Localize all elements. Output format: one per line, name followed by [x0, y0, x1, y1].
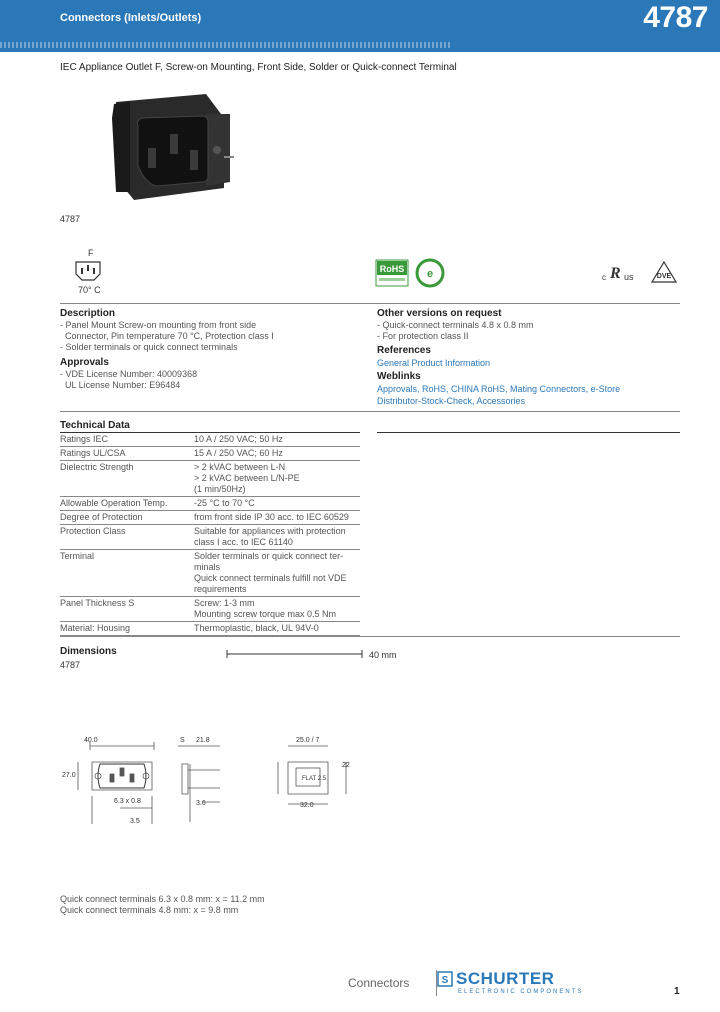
tech-label: Allowable Operation Temp. — [60, 497, 194, 511]
approvals-line-1: - VDE License Number: 40009368 — [60, 369, 198, 379]
tech-label: Terminal — [60, 550, 194, 597]
tech-label: Degree of Protection — [60, 511, 194, 525]
tech-value: Thermoplastic, black, UL 94V-0 — [194, 622, 360, 636]
svg-text:e: e — [426, 268, 434, 280]
tech-value: Suitable for appliances with protection class I acc. to IEC 61140 — [194, 525, 360, 550]
tech-right-rule — [377, 432, 680, 433]
dimensions-heading: Dimensions — [60, 646, 117, 657]
divider-top — [60, 303, 680, 304]
dim-h2: 22 — [342, 762, 350, 769]
divider-mid — [60, 411, 680, 412]
dim-pin: 6.3 x 0.8 — [114, 798, 141, 805]
weblinks-line-1[interactable]: Approvals, RoHS, CHINA RoHS, Mating Connectors, e-Store — [377, 384, 621, 394]
tech-label: Ratings IEC — [60, 433, 194, 447]
scale-label: 40 mm — [369, 650, 397, 660]
symbol-temp: 70° C — [78, 285, 101, 295]
dim-cut: FLAT 2.5 — [302, 776, 327, 782]
rohs-logo-icon — [375, 259, 409, 287]
table-row — [60, 597, 360, 622]
svg-text:R: R — [610, 265, 621, 282]
svg-text:us: us — [624, 272, 634, 282]
brand-subtitle: ELECTRONIC COMPONENTS — [458, 989, 584, 995]
dim-width-top: 40.0 — [84, 737, 98, 744]
svg-text:DVE: DVE — [656, 273, 672, 280]
schurter-logo-mark-icon — [436, 971, 454, 987]
page-number: 1 — [674, 986, 680, 997]
tech-value: Solder terminals or quick connect ter- minals Quick connect terminals fulfill not VDE requirements — [194, 550, 360, 597]
other-versions-line-2: - For protection class II — [377, 331, 469, 341]
description-heading: Description — [60, 308, 116, 319]
table-row — [60, 461, 360, 497]
tech-value: > 2 kVAC between L-N > 2 kVAC between L/N-PE (1 min/50Hz) — [194, 461, 360, 497]
references-heading: References — [377, 345, 431, 356]
section-title: Connectors (Inlets/Outlets) — [60, 12, 202, 24]
table-row — [60, 511, 360, 525]
divider-dimensions — [60, 636, 680, 637]
product-url-link[interactable]: www.schurter.com/pg07 — [595, 78, 710, 89]
tech-value: from front side IP 30 acc. to IEC 60529 — [194, 511, 360, 525]
general-product-information-link[interactable]: General Product Information — [377, 358, 491, 368]
other-versions-heading: Other versions on request — [377, 308, 502, 319]
dim-depth: 21.8 — [196, 737, 210, 744]
iec-outlet-symbol-icon — [72, 260, 104, 282]
weblinks-heading: Weblinks — [377, 371, 421, 382]
tech-label: Ratings UL/CSA — [60, 447, 194, 461]
dim-d1: 3.5 — [130, 818, 140, 825]
product-number: 4787 — [643, 1, 708, 34]
approvals-heading: Approvals — [60, 357, 109, 368]
approvals-line-2: UL License Number: E96484 — [60, 380, 181, 390]
dim-d2: 3.6 — [196, 800, 206, 807]
china-rohs-logo-icon — [414, 258, 446, 288]
dimension-note-1: Quick connect terminals 6.3 x 0.8 mm: x = 11.2 mm — [60, 894, 265, 904]
other-versions-line-1: - Quick-connect terminals 4.8 x 0.8 mm — [377, 320, 534, 330]
dimension-note-2: Quick connect terminals 4.8 mm: x = 9.8 mm — [60, 905, 239, 915]
tech-label: Material: Housing — [60, 622, 194, 636]
technical-data-table — [60, 433, 360, 636]
svg-text:S: S — [441, 975, 449, 986]
header-dotted-pattern — [0, 42, 450, 48]
tech-value: 15 A / 250 VAC; 60 Hz — [194, 447, 360, 461]
image-caption: 4787 — [60, 214, 81, 224]
description-line-2: Connector, Pin temperature 70 °C, Protection class I — [60, 331, 274, 341]
table-row — [60, 433, 360, 447]
dimension-drawing — [60, 734, 360, 834]
description-line-1: - Panel Mount Screw-on mounting from front side — [60, 320, 257, 330]
scale-bar — [226, 648, 366, 660]
tech-value: 10 A / 250 VAC; 50 Hz — [194, 433, 360, 447]
symbol-letter: F — [88, 248, 94, 258]
vde-logo-icon — [650, 260, 678, 284]
tech-label: Protection Class — [60, 525, 194, 550]
tech-label: Panel Thickness S — [60, 597, 194, 622]
product-photo — [106, 88, 236, 206]
table-row — [60, 497, 360, 511]
svg-text:c: c — [602, 273, 606, 282]
footer-category: Connectors — [348, 976, 410, 990]
page-header — [0, 0, 720, 38]
weblinks-line-2[interactable]: Distributor-Stock-Check, Accessories — [377, 396, 526, 406]
dim-mount: 25.0 / 7 — [296, 737, 320, 744]
table-row — [60, 622, 360, 636]
technical-data-heading: Technical Data — [60, 420, 130, 431]
dim-height-left: 27.0 — [62, 772, 76, 779]
tech-value: Screw: 1-3 mm Mounting screw torque max 0.5 Nm — [194, 597, 360, 622]
dim-d3: 32.0 — [300, 802, 314, 809]
svg-text:RoHS: RoHS — [379, 264, 405, 274]
tech-label: Dielectric Strength — [60, 461, 194, 497]
description-line-3: - Solder terminals or quick connect terminals — [60, 342, 238, 352]
table-row — [60, 525, 360, 550]
brand-name: SCHURTER — [456, 969, 555, 988]
product-title: IEC Appliance Outlet F, Screw-on Mounting, Front Side, Solder or Quick-connect Terminal — [60, 62, 457, 73]
tech-value: -25 °C to 70 °C — [194, 497, 360, 511]
dimensions-caption: 4787 — [60, 660, 81, 670]
dim-s: S — [180, 737, 185, 744]
table-row — [60, 447, 360, 461]
ul-recognized-logo-icon — [600, 262, 648, 284]
table-row — [60, 550, 360, 597]
